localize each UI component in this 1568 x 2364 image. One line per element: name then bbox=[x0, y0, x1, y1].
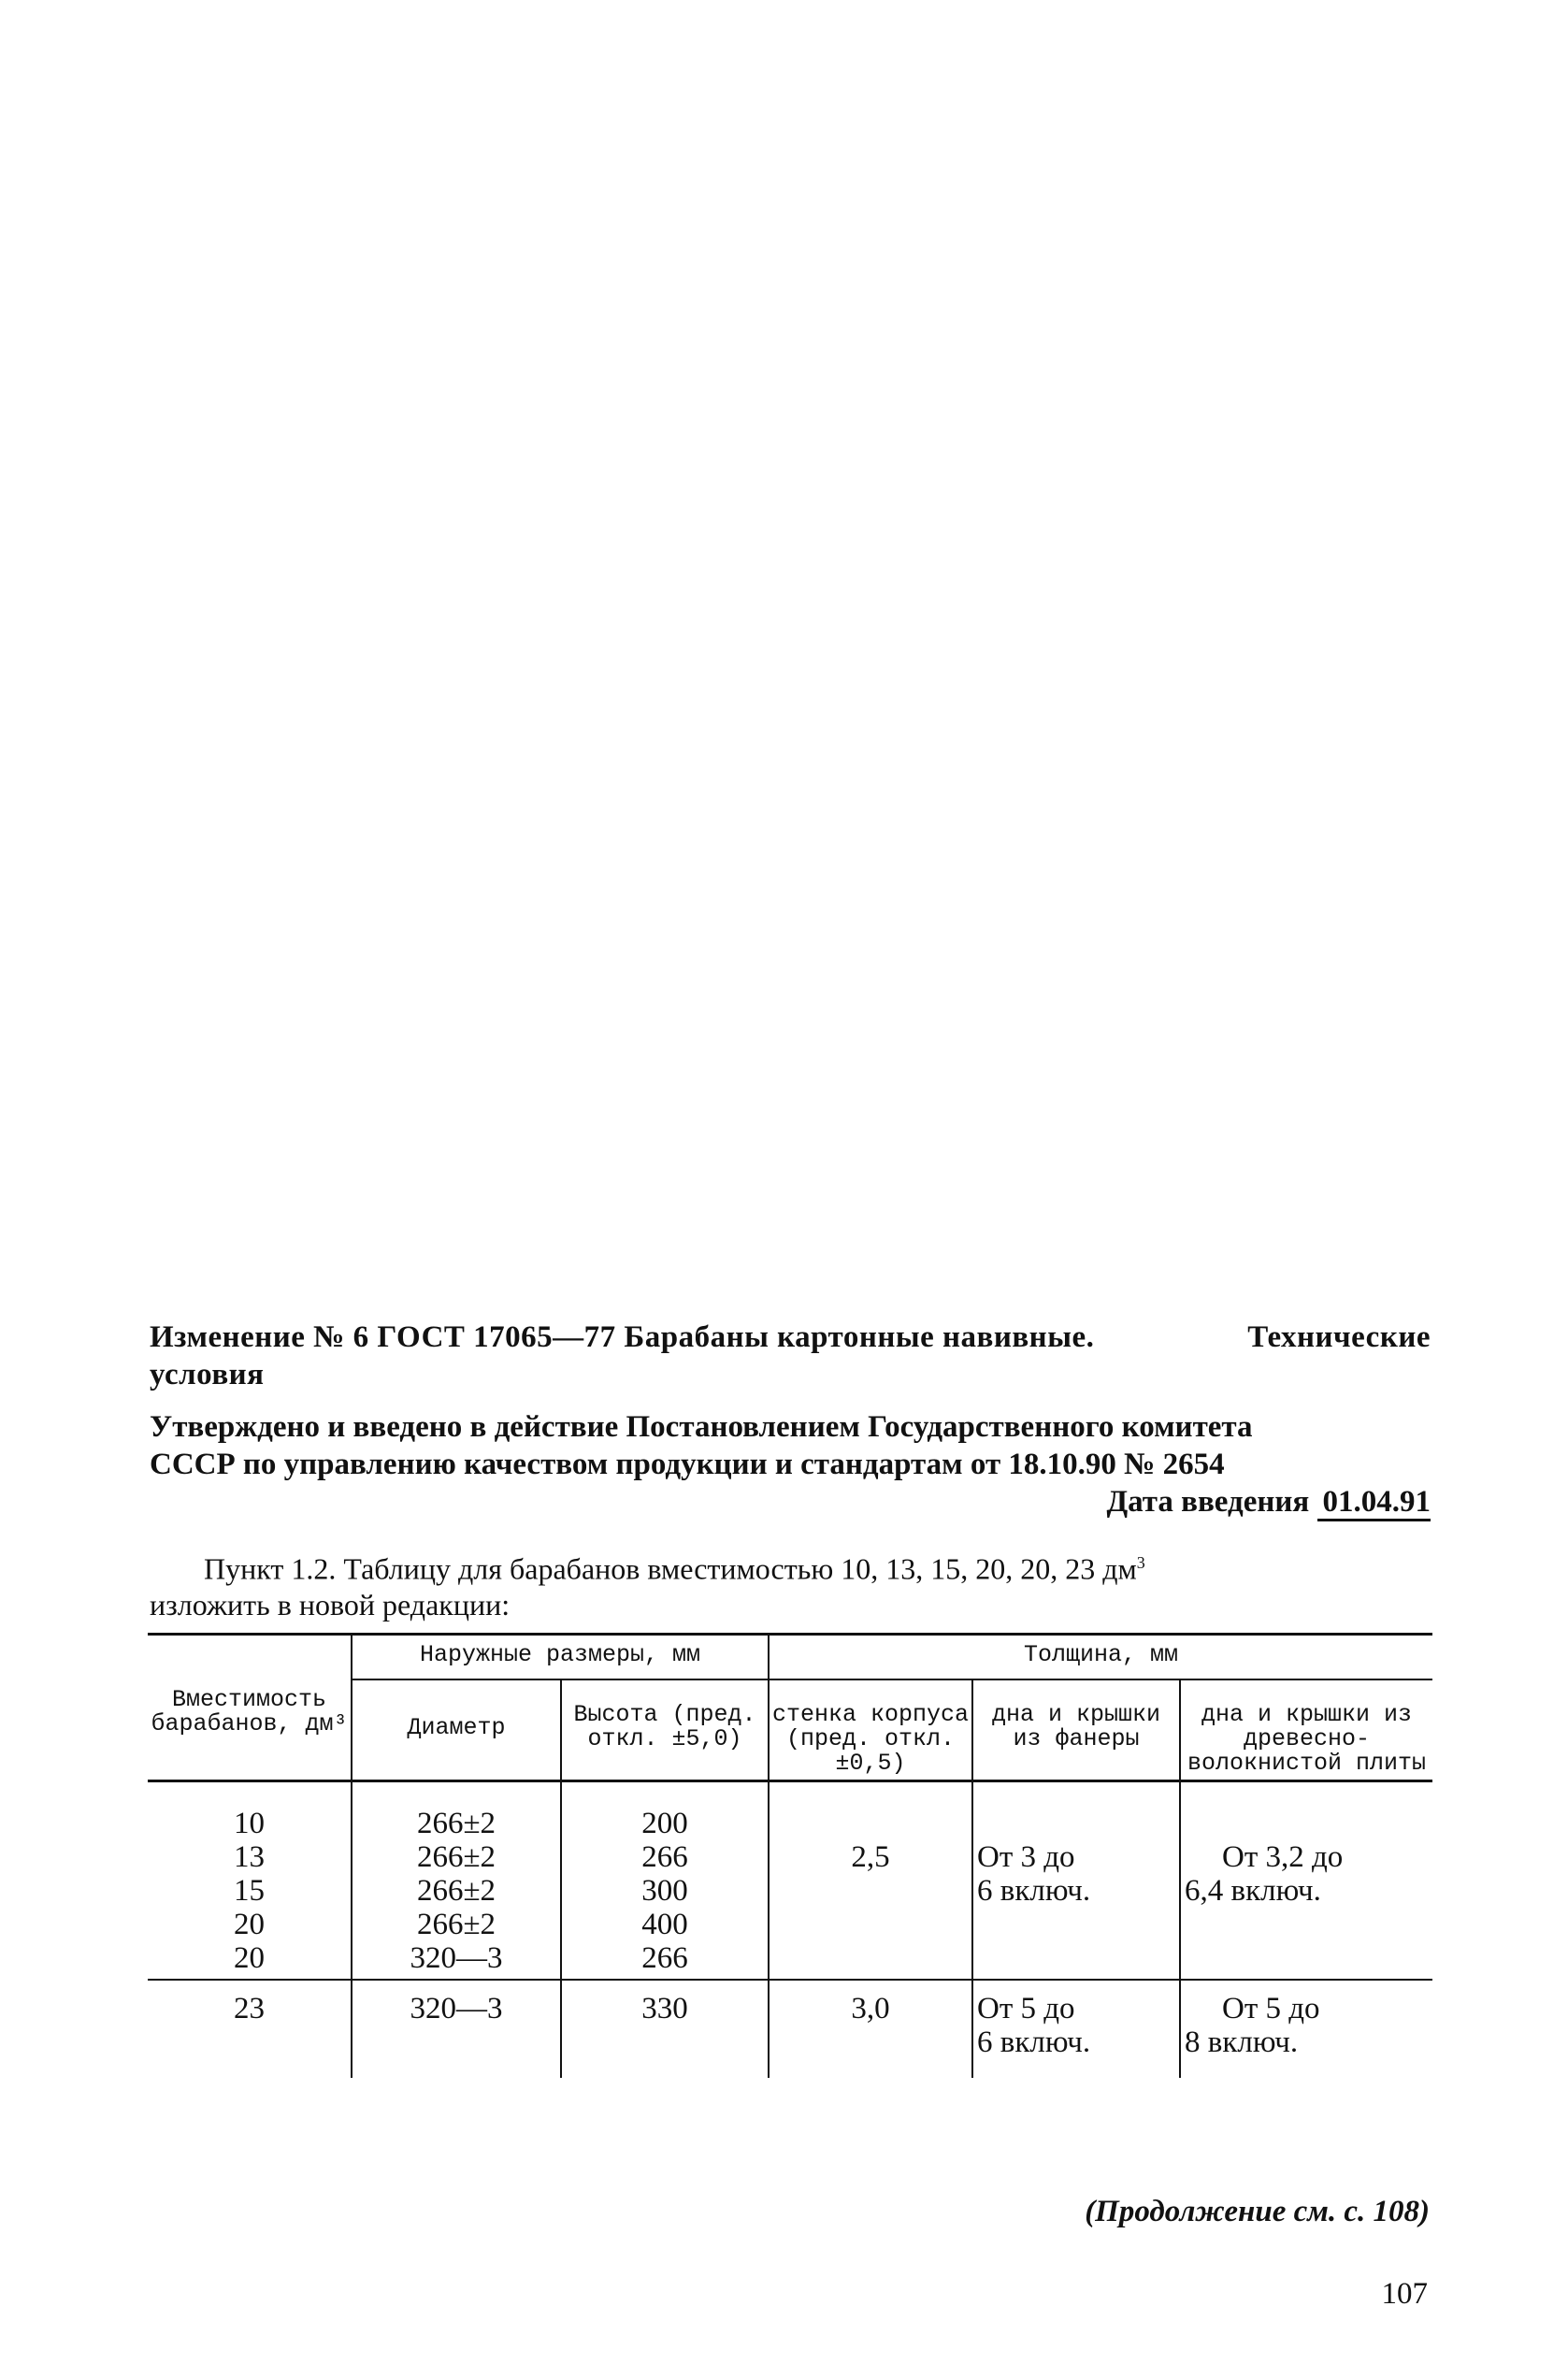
header-fiberboard: дна и крышки из древесно-волокнистой плиты bbox=[1180, 1679, 1432, 1781]
superscript: 3 bbox=[1136, 1553, 1145, 1572]
title-right: Технические bbox=[1247, 1320, 1431, 1354]
capacity-cell: 23 bbox=[234, 1992, 265, 2025]
instruction-paragraph bbox=[150, 1545, 1431, 1622]
date-value: 01.04.91 bbox=[1317, 1485, 1431, 1521]
header-capacity: Вместимость барабанов, дм³ bbox=[148, 1635, 352, 1781]
document-header bbox=[150, 1319, 1431, 1521]
wall-cell: 3,0 bbox=[769, 1980, 972, 2078]
header-plywood: дна и крышки из фанеры bbox=[972, 1679, 1180, 1781]
continuation-note: (Продолжение см. с. 108) bbox=[1085, 2195, 1430, 2228]
diameter-cell: 266±2 266±2 266±2 266±2 320—3 bbox=[352, 1781, 561, 1981]
table-row-group-2 bbox=[148, 1980, 1432, 2078]
table-row-group-1 bbox=[148, 1781, 1432, 1981]
diameter-cell: 320—3 bbox=[352, 1980, 561, 2078]
approval-block bbox=[150, 1408, 1431, 1521]
header-wall: стенка корпуса (пред. откл. ±0,5) bbox=[769, 1679, 972, 1781]
paragraph-line-1: Пункт 1.2. Таблицу для барабанов вместимостью 10, 13, 15, 20, 20, 23 $дм^3$ bbox=[204, 1551, 1145, 1586]
amendment-title bbox=[150, 1319, 1431, 1356]
wall-cell: 2,5 bbox=[769, 1781, 972, 1981]
plywood-cell: От 3 до 6 включ. bbox=[972, 1781, 1180, 1981]
title-main: Изменение № 6 ГОСТ 17065—77 Барабаны картонные навивные. bbox=[150, 1320, 1095, 1354]
effective-date bbox=[150, 1483, 1431, 1521]
fiberboard-cell: От 3,2 до 6,4 включ. bbox=[1180, 1781, 1432, 1981]
header-thickness: Толщина, мм bbox=[769, 1635, 1432, 1680]
page-number: 107 bbox=[1381, 2277, 1428, 2311]
date-label: Дата введения bbox=[1106, 1485, 1310, 1519]
capacity-cell: 10 13 15 20 20 bbox=[148, 1781, 352, 1981]
drum-dimensions-table bbox=[148, 1633, 1432, 2078]
title-line-2: условия bbox=[150, 1358, 265, 1391]
plywood-cell: От 5 до 6 включ. bbox=[972, 1980, 1180, 2078]
height-cell: 330 bbox=[561, 1980, 769, 2078]
header-height: Высота (пред. откл. ±5,0) bbox=[561, 1679, 769, 1781]
height-cell: 200 266 300 400 266 bbox=[561, 1781, 769, 1981]
approval-line-1: Утверждено и введено в действие Постановлением Государственного комитета bbox=[150, 1410, 1253, 1444]
header-diameter: Диаметр bbox=[352, 1679, 561, 1781]
approval-line-2: СССР по управлению качеством продукции и стандартам от 18.10.90 № 2654 bbox=[150, 1448, 1225, 1481]
paragraph-line-2: изложить в новой редакции: bbox=[150, 1587, 511, 1622]
header-outer-dimensions: Наружные размеры, мм bbox=[352, 1635, 769, 1680]
fiberboard-cell: От 5 до 8 включ. bbox=[1180, 1980, 1432, 2078]
